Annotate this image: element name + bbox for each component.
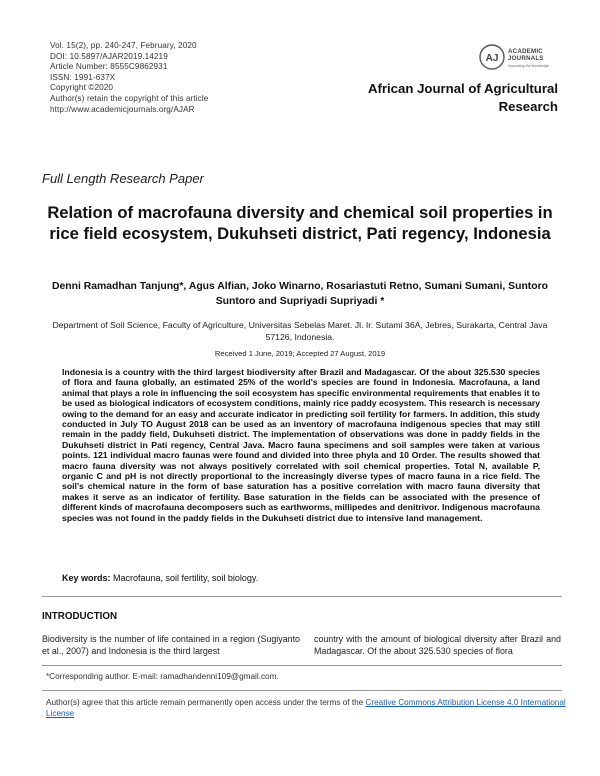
academic-journals-logo: [478, 43, 568, 73]
received-dates: Received 1 June, 2019; Accepted 27 August, 2019: [214, 349, 386, 358]
paper-title: Relation of macrofauna diversity and chemical soil properties in rice field ecosystem, Dukuhseti district, Pati regency, Indonesia: [47, 203, 553, 243]
meta-volume: Vol. 15(2), pp. 240-247, February, 2020: [50, 41, 197, 50]
meta-doi: DOI: 10.5897/AJAR2019.14219: [50, 51, 168, 61]
introduction-heading: INTRODUCTION: [42, 611, 118, 622]
license-notice: [46, 697, 566, 719]
keywords-label: Key words:: [62, 573, 111, 583]
logo-wordmark: [508, 48, 549, 70]
abstract: Indonesia is a country with the third largest biodiversity after Brazil and Madagascar. Of the about 325.530 species of flora and fauna globally, an estimated 25% of the world's species are found in Indonesia. Macrofauna, a land animal that plays a role in influencing the soil ecosystem has specific environmental requirements that enables it to be used as biological indicators of ecosystem conditions, mainly rice paddy ecosystem. This research is necessary owing to the demand for an easy and accurate indicator in predicting soil fertility for farmers. In addition, this study conducted in July TO August 2018 can be used as an inventory of macrofauna indigenous species that may still remain in the paddy field, Dukuhseti district. The implementation of observations was done in paddy fields in the Dukuhseti district in Pati regency, Central Java. Macro fauna specimens and soil samples were taken at various points. 121 individual macro faunas were found and divided into three phyla and 10 Order. The results showed that macro fauna diversity was not always positively correlated with soil chemical properties. Total N, available P, organic C and pH is not directly proportional to the increasingly diverse types of macro fauna in a rice field. The soil's chemical nature in the form of base saturation has a positive correlation with macro fauna diversity that makes it serve as an indicator of fertility. Base saturation in the fields can be associated with the presence of different kinds of macrofauna decomposers such as earthworms, millipedes and denitrivor. Indigenous macrofauna species was not found in the paddy fields in the Dukuhseti district due to intensive land management.: [62, 367, 540, 523]
divider: [42, 665, 562, 666]
meta-copyright-note: Author(s) retain the copyright of this article: [50, 93, 209, 103]
introduction-left-column: Biodiversity is the number of life contained in a region (Sugiyanto et al., 2007) and Indonesia is the third largest: [42, 634, 300, 656]
keywords-value: Macrofauna, soil fertility, soil biology.: [110, 573, 259, 583]
journal-name-line2: Research: [498, 99, 558, 114]
journal-name: [318, 80, 558, 116]
meta-issn: ISSN: 1991-637X: [50, 72, 116, 82]
affiliation: Department of Soil Science, Faculty of Agriculture, Universitas Sebelas Maret. Jl. Ir. Sutami 36A, Jebres, Surakarta, Central Java 57126, Indonesia.: [52, 320, 548, 342]
divider: [42, 690, 562, 691]
journal-name-line1: African Journal of Agricultural: [367, 81, 558, 96]
article-metadata: [50, 41, 208, 115]
meta-url[interactable]: http://www.academicjournals.org/AJAR: [50, 104, 195, 114]
keywords: [62, 572, 540, 584]
license-text: Author(s) agree that this article remain permanently open access under the terms of the: [46, 698, 366, 707]
svg-text:AJ: AJ: [485, 53, 499, 64]
license-link[interactable]: Creative Commons Attribution License 4.0 International License: [46, 698, 566, 718]
aj-logo-icon: [478, 43, 506, 71]
logo-tagline: expanding the knowledge: [508, 64, 549, 68]
meta-copyright: Copyright ©2020: [50, 83, 114, 93]
introduction-right-column: country with the amount of biological diversity after Brazil and Madagascar. Of the about 325.530 species of flora: [314, 634, 561, 656]
paper-type: Full Length Research Paper: [42, 171, 204, 186]
author-list: Denni Ramadhan Tanjung*, Agus Alfian, Joko Winarno, Rosariastuti Retno, Sumani Sumani, Suntoro Suntoro and Supriyadi Supriyadi *: [52, 281, 548, 307]
logo-name-line1: ACADEMIC: [508, 48, 543, 55]
meta-article-number: Article Number: 8555C9862931: [50, 62, 168, 72]
divider: [42, 596, 562, 597]
corresponding-author: *Corresponding author. E-mail: ramadhandenni109@gmail.com.: [46, 672, 279, 681]
logo-name-line2: JOURNALS: [508, 55, 544, 62]
